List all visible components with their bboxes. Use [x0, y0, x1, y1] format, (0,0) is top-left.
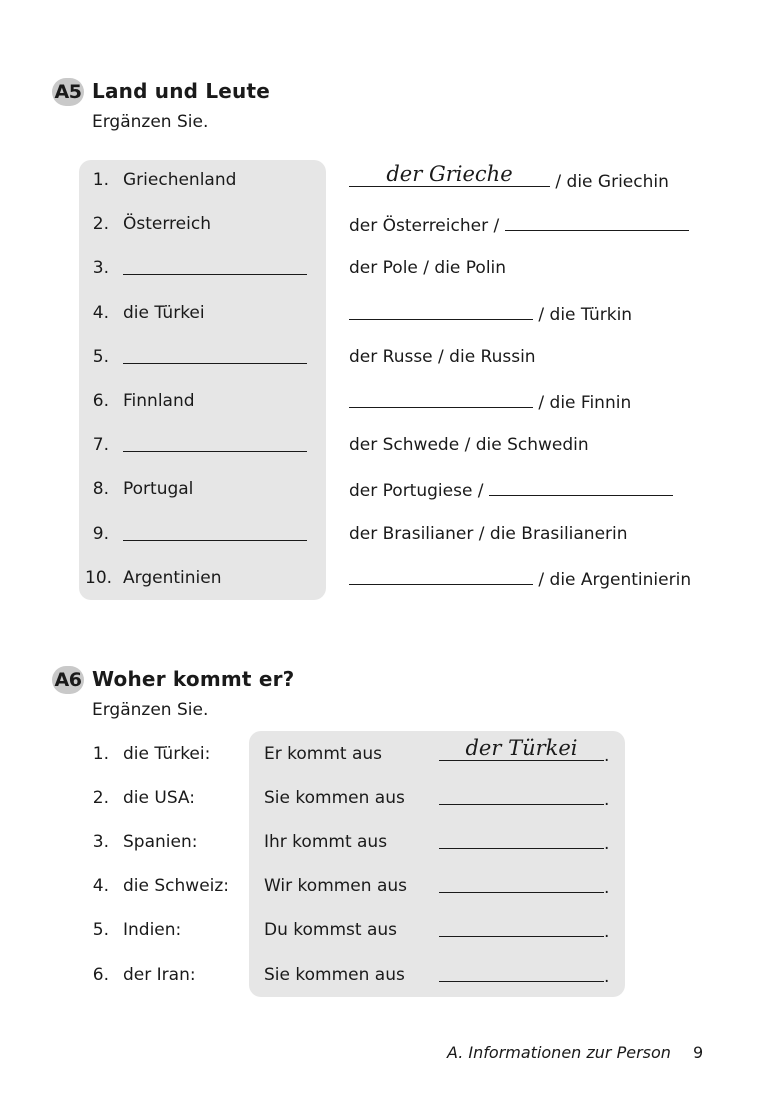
nationality-cell	[349, 389, 631, 415]
nationality-text: / die Türkin	[533, 304, 633, 325]
nationality-cell	[349, 477, 673, 503]
nationality-text: der Schwede / die Schwedin	[349, 435, 589, 456]
nationality-text: der Österreicher /	[349, 216, 505, 237]
table-row	[0, 963, 762, 987]
answer-blank[interactable]	[123, 256, 307, 275]
table-row	[0, 433, 762, 457]
a6-answer-box	[249, 731, 625, 997]
nationality-text: / die Argentinierin	[533, 569, 692, 590]
country-cell: die USA:	[123, 788, 195, 809]
country-cell: Argentinien	[123, 567, 222, 588]
table-row	[0, 830, 762, 854]
answer-blank[interactable]	[123, 433, 307, 452]
country-cell: Österreich	[123, 214, 211, 235]
nationality-cell	[349, 433, 589, 457]
country-cell: Spanien:	[123, 832, 198, 853]
answer-cell	[439, 736, 610, 768]
country-cell: die Schweiz:	[123, 876, 230, 897]
item-number: 3.	[92, 832, 109, 853]
answer-blank[interactable]	[349, 566, 533, 585]
answer-blank[interactable]	[439, 786, 604, 805]
page-number: 9	[693, 1043, 704, 1062]
country-cell: Finnland	[123, 391, 195, 411]
item-number: 3.	[92, 258, 109, 279]
answer-blank[interactable]	[489, 477, 673, 496]
answer-cell	[439, 830, 609, 856]
table-row	[0, 345, 762, 369]
item-number: 1.	[92, 744, 109, 764]
nationality-text: der Portugiese /	[349, 481, 489, 502]
exercise-badge-a5: A5	[52, 78, 84, 106]
country-cell	[123, 433, 307, 459]
nationality-text: / die Finnin	[533, 393, 632, 413]
answer-blank[interactable]	[349, 162, 550, 187]
table-row	[0, 874, 762, 898]
sentence-end: .	[604, 746, 610, 766]
sentence-end: .	[604, 966, 610, 987]
item-number: 4.	[92, 876, 109, 897]
sentence-phrase: Sie kommen aus	[264, 788, 405, 809]
exercise-instruction-a5: Ergänzen Sie.	[92, 112, 209, 132]
nationality-text: / die Griechin	[550, 172, 669, 192]
answer-blank[interactable]	[123, 522, 307, 541]
answer-blank[interactable]	[505, 212, 689, 231]
table-row	[0, 566, 762, 590]
country-cell: der Iran:	[123, 964, 196, 985]
sentence-end: .	[604, 790, 610, 811]
country-cell	[123, 522, 307, 548]
nationality-cell	[349, 162, 669, 194]
answer-cell	[439, 963, 609, 989]
country-cell: die Türkei	[123, 302, 205, 323]
answer-blank[interactable]	[439, 830, 604, 849]
handwritten-answer: der Türkei	[465, 736, 578, 760]
sentence-phrase: Ihr kommt aus	[264, 832, 388, 853]
nationality-cell	[349, 345, 536, 369]
country-cell	[123, 345, 307, 371]
table-row	[0, 786, 762, 810]
sentence-phrase: Sie kommen aus	[264, 964, 405, 985]
item-number: 5.	[92, 920, 109, 941]
answer-blank[interactable]	[439, 918, 604, 937]
item-number: 9.	[92, 523, 109, 544]
table-row	[0, 389, 762, 413]
answer-blank[interactable]	[439, 736, 604, 761]
country-cell	[123, 256, 307, 282]
table-row	[0, 256, 762, 280]
answer-cell	[439, 874, 609, 900]
item-number: 5.	[92, 346, 109, 367]
item-number: 6.	[92, 964, 109, 985]
table-row	[0, 477, 762, 501]
sentence-phrase: Wir kommen aus	[264, 876, 407, 897]
country-cell: Griechenland	[123, 170, 237, 190]
sentence-phrase: Er kommt aus	[264, 744, 383, 764]
country-cell: die Türkei:	[123, 744, 211, 764]
nationality-cell	[349, 522, 628, 546]
table-row	[0, 301, 762, 325]
exercise-title-a6: Woher kommt er?	[92, 667, 295, 691]
item-number: 7.	[92, 435, 109, 456]
item-number: 10.	[85, 567, 113, 588]
nationality-cell	[349, 566, 691, 592]
item-number: 8.	[92, 479, 109, 500]
country-cell: Indien:	[123, 920, 182, 941]
item-number: 6.	[92, 391, 109, 411]
item-number: 2.	[92, 788, 109, 809]
table-row	[0, 918, 762, 942]
footer-section-title: A. Informationen zur Person	[447, 1043, 671, 1062]
answer-blank[interactable]	[123, 345, 307, 364]
answer-cell	[439, 918, 609, 944]
nationality-cell	[349, 256, 506, 280]
exercise-instruction-a6: Ergänzen Sie.	[92, 700, 209, 720]
item-number: 2.	[92, 214, 109, 235]
nationality-text: der Pole / die Polin	[349, 258, 507, 279]
table-row	[0, 522, 762, 546]
handwritten-answer: der Grieche	[386, 162, 513, 186]
nationality-text: der Brasilianer / die Brasilianerin	[349, 523, 628, 544]
item-number: 4.	[92, 302, 109, 323]
answer-blank[interactable]	[349, 389, 533, 408]
country-cell: Portugal	[123, 479, 194, 500]
sentence-end: .	[604, 922, 610, 943]
answer-blank[interactable]	[439, 963, 604, 982]
nationality-cell	[349, 301, 632, 327]
answer-blank[interactable]	[349, 301, 533, 320]
table-row	[0, 212, 762, 236]
item-number: 1.	[92, 170, 109, 190]
exercise-title-a5: Land und Leute	[92, 79, 270, 103]
nationality-cell	[349, 212, 689, 238]
sentence-end: .	[604, 878, 610, 899]
sentence-end: .	[604, 834, 610, 855]
table-row	[0, 736, 762, 766]
answer-blank[interactable]	[439, 874, 604, 893]
exercise-badge-a6: A6	[52, 666, 84, 694]
answer-cell	[439, 786, 609, 812]
table-row	[0, 162, 762, 192]
nationality-text: der Russe / die Russin	[349, 346, 536, 367]
sentence-phrase: Du kommst aus	[264, 920, 398, 941]
